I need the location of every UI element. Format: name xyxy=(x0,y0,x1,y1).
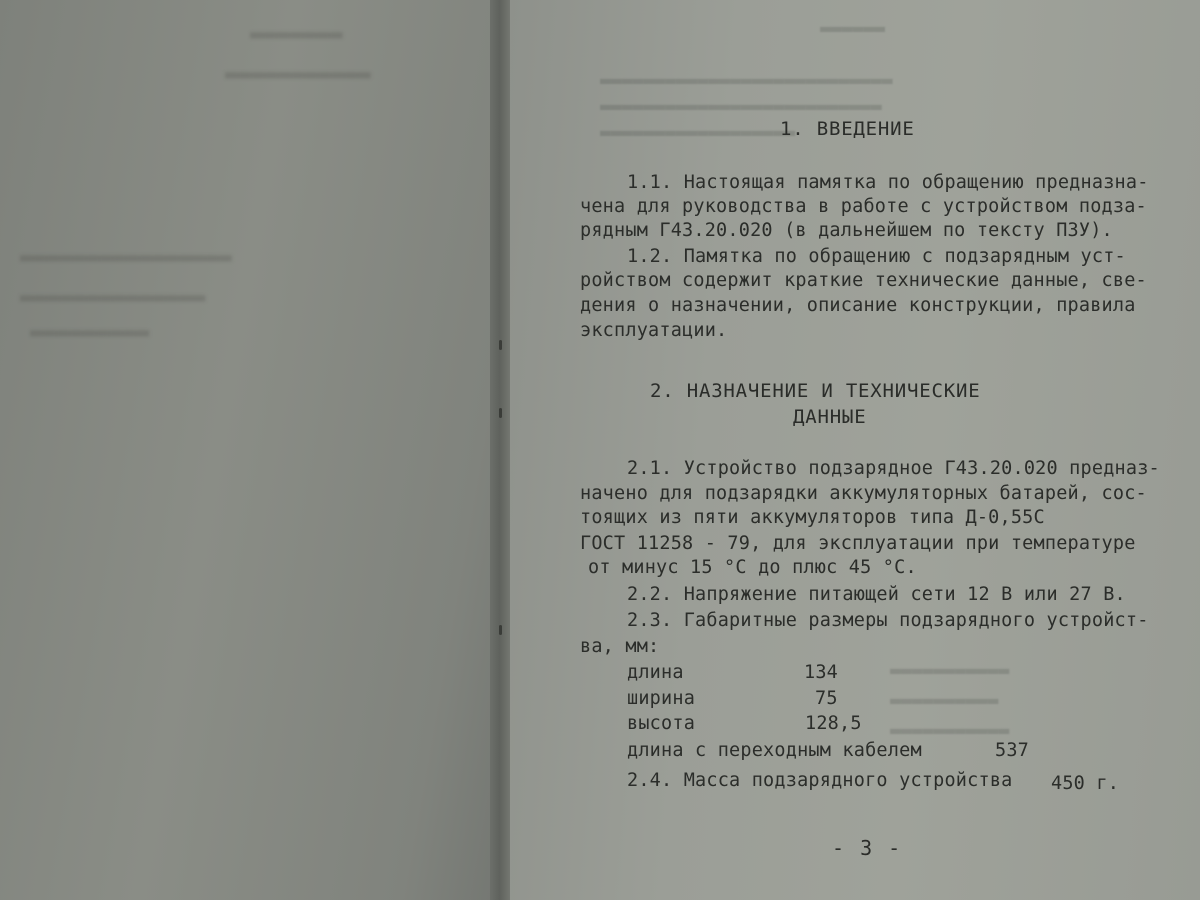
mass-value: 450 г. xyxy=(1051,773,1120,794)
bleed-through-text: ▬▬▬▬▬▬▬▬▬▬▬▬▬▬ xyxy=(20,285,206,310)
paragraph-line: 1.2. Памятка по обращению с подзарядным уст- xyxy=(627,246,1126,267)
bleed-through-text: ▬▬▬▬▬▬▬▬▬▬▬ xyxy=(225,62,371,87)
paragraph-line: 2.4. Масса подзарядного устройства xyxy=(627,770,1013,791)
bleed-through-text: ▬▬▬▬▬▬▬▬▬▬▬▬▬▬▬▬▬▬▬▬▬▬▬▬▬▬▬ xyxy=(600,70,893,91)
section-2-heading: 2. НАЗНАЧЕНИЕ И ТЕХНИЧЕСКИЕ xyxy=(650,380,981,402)
binding-stitch xyxy=(499,340,502,350)
section-2-heading-continued: ДАННЫЕ xyxy=(793,406,867,428)
bleed-through-text: ▬▬▬▬▬▬▬▬▬▬▬▬▬▬▬▬▬▬▬▬▬▬▬▬▬▬ xyxy=(600,96,882,117)
bleed-through-text: ▬▬▬▬▬▬ xyxy=(820,18,886,39)
paragraph-line: ва, мм: xyxy=(580,636,660,657)
dimension-value: 128,5 xyxy=(805,713,862,734)
binding-stitch xyxy=(499,625,502,635)
paragraph-line: эксплуатации. xyxy=(580,320,728,341)
bleed-through-text: ▬▬▬▬▬▬▬▬▬▬▬▬▬▬▬▬▬▬ xyxy=(600,122,796,143)
binding-stitch xyxy=(499,408,502,418)
dimension-label: длина с переходным кабелем xyxy=(627,740,922,761)
bleed-through-text: ▬▬▬▬▬▬▬▬▬▬▬ xyxy=(890,720,1010,741)
paragraph-line: тоящих из пяти аккумуляторов типа Д-0,55С xyxy=(580,507,1045,528)
dimension-value: 537 xyxy=(995,740,1030,761)
paragraph-line: дения о назначении, описание конструкции, правила xyxy=(580,295,1136,316)
paragraph-line: 2.2. Напряжение питающей сети 12 В или 27 В. xyxy=(627,584,1126,605)
paragraph-line: 2.3. Габаритные размеры подзарядного устройст- xyxy=(627,610,1149,631)
paragraph-line: от минус 15 °С до плюс 45 °С. xyxy=(588,557,917,578)
page-number: - 3 - xyxy=(832,836,903,860)
paragraph-line: чена для руководства в работе с устройством подза- xyxy=(580,196,1147,217)
paragraph-line: ройством содержит краткие технические данные, све- xyxy=(580,270,1147,291)
left-page xyxy=(0,0,500,900)
dimension-value: 75 xyxy=(815,688,838,709)
bleed-through-text: ▬▬▬▬▬▬▬ xyxy=(250,22,343,47)
paragraph-line: 2.1. Устройство подзарядное Г43.20.020 предназ- xyxy=(627,458,1160,479)
dimension-label: ширина xyxy=(627,688,696,709)
section-1-heading: 1. ВВЕДЕНИЕ xyxy=(780,118,915,140)
paragraph-line: начено для подзарядки аккумуляторных батарей, сос- xyxy=(580,483,1147,504)
paragraph-line: 1.1. Настоящая памятка по обращению предназна- xyxy=(627,172,1149,193)
bleed-through-text: ▬▬▬▬▬▬▬▬▬▬ xyxy=(890,690,999,711)
paragraph-line: ГОСТ 11258 - 79, для эксплуатации при температуре xyxy=(580,533,1136,554)
dimension-label: высота xyxy=(627,713,696,734)
bleed-through-text: ▬▬▬▬▬▬▬▬▬▬▬▬▬▬▬▬ xyxy=(20,245,232,270)
paragraph-line: рядным Г43.20.020 (в дальнейшем по тексту ПЗУ). xyxy=(580,220,1113,241)
dimension-value: 134 xyxy=(804,662,839,683)
bleed-through-text: ▬▬▬▬▬▬▬▬▬▬▬ xyxy=(890,660,1010,681)
dimension-label: длина xyxy=(627,662,684,683)
bleed-through-text: ▬▬▬▬▬▬▬▬▬ xyxy=(30,320,150,345)
